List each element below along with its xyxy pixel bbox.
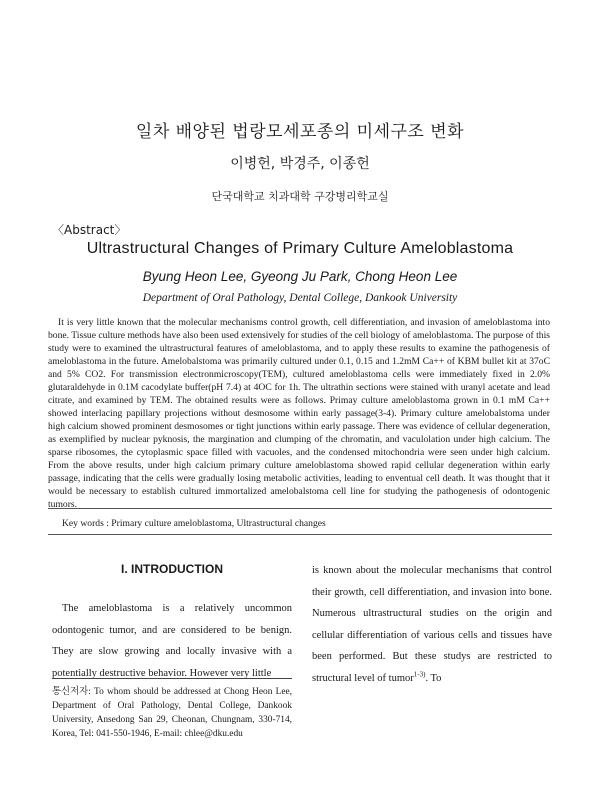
korean-authors: 이병헌, 박경주, 이종헌	[230, 156, 370, 172]
korean-title: 일차 배양된 법랑모세포종의 미세구조 변화	[135, 122, 465, 142]
keywords-top-rule	[48, 508, 552, 509]
abstract-label: 〈Abstract〉	[52, 223, 127, 237]
introduction-left-text: The ameloblastoma is a relatively uncommon odontogenic tumor, and are considered to be benign. They are slow growing and locally invasive with a potentially destructive behavior. However very little	[52, 603, 292, 679]
footnote-rule	[52, 678, 292, 679]
citation-superscript: 1-3)	[413, 670, 426, 678]
keywords-bottom-rule	[48, 534, 552, 535]
introduction-right-paragraph	[312, 560, 552, 689]
left-column	[52, 560, 292, 684]
abstract-body	[48, 316, 550, 511]
english-affiliation: Department of Oral Pathology, Dental College, Dankook University	[142, 292, 458, 304]
introduction-right-text: is known about the molecular mechanisms that control their growth, cell differentiation, and invasion into bone. Numerous ultrastructural studies on the origin and cellular differentiation of various cells and tissues have been performed. But these studys are restricted to structural level of tumor	[312, 565, 552, 684]
introduction-heading: I. INTRODUCTION	[121, 562, 223, 576]
corresponding-author-footnote: 통신저자: To whom should be addressed at Chong Heon Lee, Department of Oral Pathology, Dental College, Dankook University, Ansedong San 29, Cheonan, Chungnam, 330-714, Korea, Tel: 041-550-1946, E-mail: chlee@dku.edu	[52, 687, 292, 739]
abstract-paragraph: It is very little known that the molecular mechanisms control growth, cell differentiation, and invasion of ameloblastoma into bone. Tissue culture methods have also been used extensively for studies of the cell biology of ameloblastoma. The purpose of this study were to examined the ultrastructural features of ameloblastoma, and to apply these results to examine the pathogenesis of ameloblastoma in the future. Amelobalstoma was primarily cultured under 0.1, 0.15 and 1.2mM Ca++ of KBM bullet kit at 37oC and 5% CO2. For transmission electronmicroscopy(TEM), cultured ameloblastoma cells were immediately fixed in 2.0% glutaraldehyde in 0.1M cacodylate buffer(pH 7.4) at 4OC for 1h. The ultrathin sections were stained with uranyl acetate and lead citrate, and examined by TEM. The obtained results were as follows. Primay culture ameloblastoma grown in 0.1 mM Ca++ showed interlacing papillary projections without desmosome within early passage(3-4). Primary culture amelobalstoma under high calcium showed prominent desmosomes or tight junctions within early passage. There was evidence of cellular degeneration, as exemplified by nuclear pyknosis, the margination and clumping of the chromatin, and vaculolation under high calcium. The sparse ribosomes, the cytoplasmic space filled with vacuoles, and the condensed mitochondria were seen under high calcium. From the above results, under high calcium primary culture ameloblastoma showed rapid cellular degeneration within early passage, indicating that the cells were gradually losing metabolic activities, leading to enventual cell death. It was thought that it would be necessary to establish cultured immortalized amelobalstoma cell line for studying the pathogenesis of odontogenic tumors.	[48, 317, 550, 510]
english-authors: Byung Heon Lee, Gyeong Ju Park, Chong Heon Lee	[142, 269, 458, 284]
korean-affiliation: 단국대학교 치과대학 구강병리학교실	[211, 190, 389, 203]
introduction-right-tail: . To	[425, 672, 442, 684]
english-title: Ultrastructural Changes of Primary Culture Ameloblastoma	[86, 240, 514, 257]
keywords: Key words : Primary culture ameloblastoma, Ultrastructural changes	[62, 518, 326, 529]
right-column	[312, 560, 552, 689]
